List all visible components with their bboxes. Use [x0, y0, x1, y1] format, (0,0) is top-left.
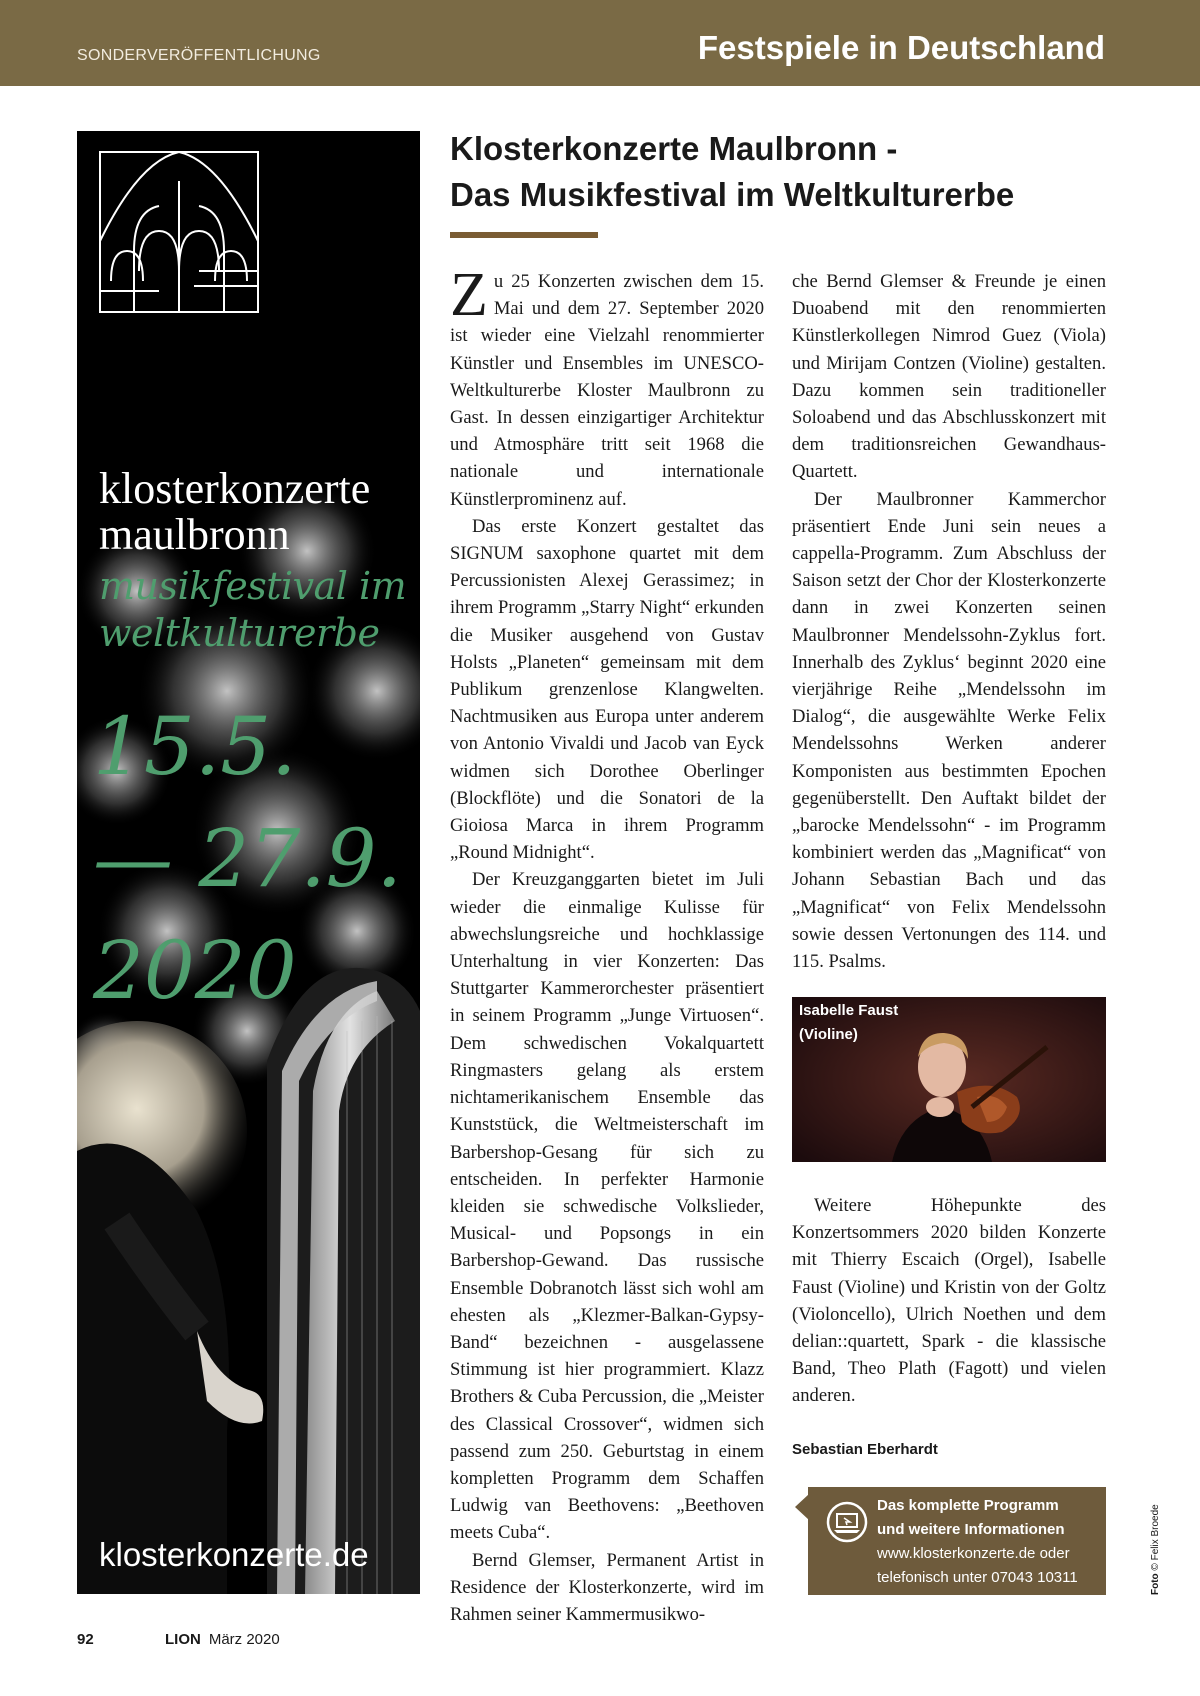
- article-column-2-continued: [792, 1192, 1106, 1410]
- article-paragraph: Weitere Höhepunkte des Konzertsommers 2020 bilden Konzerte mit Thierry Escaich (Orgel), Isabelle Faust (Violine) und Kristin von der Goltz (Violoncello), Ulrich Noethen und dem delian::quartett, Spark - die klassische Band, Theo Plath (Fagott) und vielen anderen.: [792, 1195, 1106, 1407]
- festival-date-end: — 27.9.: [93, 812, 402, 905]
- photo-credit: Foto © Felix Broede: [1150, 1504, 1161, 1595]
- festival-name-line1: klosterkonzerte: [99, 464, 371, 513]
- info-line-2: und weitere Informationen: [877, 1521, 1065, 1538]
- festival-subtitle-line2: weltkulturerbe: [99, 611, 380, 655]
- title-divider: [450, 232, 598, 238]
- article-author: Sebastian Eberhardt: [792, 1441, 938, 1458]
- violinist-photo: [792, 997, 1106, 1162]
- article-title: [450, 126, 1150, 218]
- page-number: 92: [77, 1631, 94, 1648]
- article-column-2: [792, 268, 1106, 975]
- info-phone: telefonisch unter 07043 10311: [877, 1569, 1078, 1586]
- festival-subtitle: [99, 563, 406, 657]
- photo-caption: [799, 999, 898, 1047]
- info-website-link[interactable]: www.klosterkonzerte.de oder: [877, 1545, 1070, 1562]
- article-paragraph: Das erste Konzert gestaltet das SIGNUM saxophone quartet mit dem Percussionisten Alexej Gerassimez; in ihrem Programm „Starry Night“ erkunden die Musiker ausgehend von Gustav Holsts „Planeten“ gemeinsam mit dem Publikum grenzenlose Klangwelten. Nachtmusiken aus Europa unter anderem von Antonio Vivaldi und Jacob van Eyck widmen sich Dorothee Oberlinger (Blockflöte) und die Sonatori de la Gioiosa Marca in ihrem Programm „Round Midnight“.: [450, 515, 764, 864]
- magazine-info: [165, 1631, 280, 1648]
- photo-caption-role: (Violine): [799, 1026, 858, 1043]
- article-title-line1: Klosterkonzerte Maulbronn -: [450, 130, 898, 167]
- festival-year: 2020: [93, 924, 297, 1017]
- article-column-1: [450, 261, 764, 1628]
- article-paragraph: Bernd Glemser, Permanent Artist in Residence der Klosterkonzerte, wird im Rahmen seiner Kammermusikwo-: [450, 1549, 764, 1625]
- festival-advertisement: [77, 131, 420, 1594]
- article-paragraph: Der Maulbronner Kammerchor präsentiert Ende Juni sein neues a cappella-Programm. Zum Abschluss der Saison setzt der Chor der Klosterkonzerte dann in zwei Konzerten seinen Maulbronner Mendelssohn-Zyklus fort. Innerhalb des Zyklus‘ beginnt 2020 eine vierjährige Reihe „Mendelssohn im Dialog“, die ausgewählte Werke Felix Mendelssohns Werken anderer Komponisten aus bestimmten Epochen gegenüberstellt. Den Auftakt bildet der „barocke Mendelssohn“ - im Programm kombiniert werden das „Magnificat“ von Johann Sebastian Bach und das „Magnificat“ von Felix Mendelssohn sowie dessen Vertonungen des 114. und 115. Psalms.: [792, 488, 1106, 973]
- cloister-window-logo: [99, 151, 259, 313]
- festival-date-start: 15.5.: [93, 700, 297, 793]
- article-paragraph: Der Kreuzganggarten bietet im Juli wieder die einmalige Kulisse für abwechslungsreiche und hochklassige Unterhaltung in vier Konzerten: Das Stuttgarter Kammerorchester präsentiert in seinem Programm „Junge Virtuosen“. Dem schwedischen Vokalquartett Ringmasters gelang als erstem nichtamerikanischem Ensemble das Kunststück, die Weltmeisterschaft im Barbershop-Gesang für sich zu entscheiden. In perfekter Harmonie kleiden sie schwedische Volkslieder, Musical- und Popsongs in ein Barbershop-Gewand. Das russische Ensemble Dobranotch lässt sich wohl am ehesten als „Klezmer-Balkan-Gypsy-Band“ bezeichnen - ausgelassene Stimmung ist hier programmiert. Klazz Brothers & Cuba Percussion, die „Meister des Classical Crossover“, widmen sich passend zum 250. Geburtstag in einem kompletten Programm dem Schaffen Ludwig van Beethovens: „Beethoven meets Cuba“.: [450, 869, 764, 1544]
- article-paragraph: che Bernd Glemser & Freunde je einen Duoabend mit den renommierten Künstlerkollegen Nimrod Guez (Viola) und Mirijam Contzen (Violine) gestalten. Dazu kommen sein traditioneller Soloabend und das Abschlusskonzert mit dem traditionsreichen Gewandhaus-Quartett.: [792, 271, 1106, 483]
- info-box: [808, 1487, 1106, 1595]
- info-text: [877, 1494, 1078, 1590]
- festival-url[interactable]: klosterkonzerte.de: [99, 1536, 369, 1573]
- section-label: SONDERVERÖFFENTLICHUNG: [77, 47, 321, 64]
- festival-name: [99, 466, 370, 558]
- info-line-1: Das komplette Programm: [877, 1497, 1059, 1514]
- festival-dates: [93, 691, 402, 1027]
- festival-subtitle-line1: musikfestival im: [99, 564, 407, 608]
- magazine-name: LION: [165, 1631, 201, 1648]
- section-title: Festspiele in Deutschland: [697, 29, 1105, 66]
- article-title-line2: Das Musikfestival im Weltkulturerbe: [450, 176, 1015, 213]
- festival-name-line2: maulbronn: [99, 510, 290, 559]
- page-header: [0, 0, 1200, 86]
- article-paragraph: Zu 25 Konzerten zwischen dem 15. Mai und dem 27. September 2020 ist wieder eine Vielzahl renommierter Künstler und Ensembles im UNESCO-Weltkulturerbe Kloster Maulbronn zu Gast. In dessen einzigartiger Architektur und Atmosphäre tritt seit 1968 die nationale und internationale Künstlerprominenz auf.: [450, 261, 764, 510]
- infobox-pointer: [795, 1494, 809, 1520]
- laptop-icon: [826, 1501, 868, 1543]
- photo-caption-name: Isabelle Faust: [799, 1002, 899, 1019]
- magazine-issue: März 2020: [208, 1631, 280, 1648]
- drop-cap: Z: [450, 261, 488, 329]
